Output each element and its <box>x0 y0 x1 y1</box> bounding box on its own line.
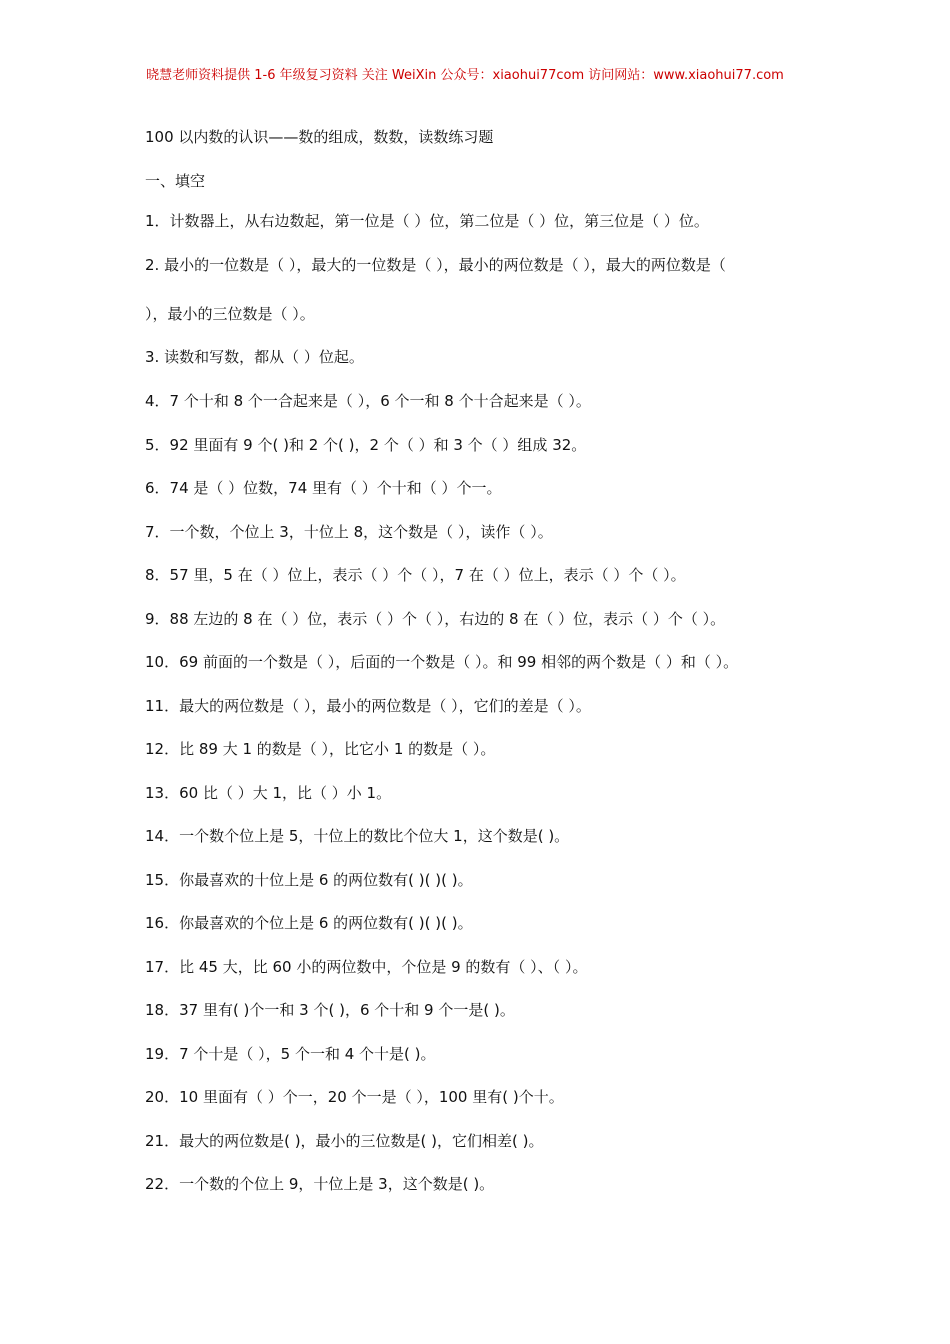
question-line: ），最小的三位数是（ ）。 <box>145 305 315 323</box>
question-line: 20．10 里面有（ ）个一，20 个一是（ ），100 里有( )个十。 <box>145 1088 564 1106</box>
question-line: 12．比 89 大 1 的数是（ ），比它小 1 的数是（ ）。 <box>145 740 496 758</box>
question-line: 14．一个数个位上是 5，十位上的数比个位大 1，这个数是( )。 <box>145 827 570 845</box>
question-line: 13．60 比（ ）大 1，比（ ）小 1。 <box>145 784 392 802</box>
question-line: 8．57 里，5 在（ ）位上，表示（ ）个（ ），7 在（ ）位上，表示（ ）个（ ）。 <box>145 566 686 584</box>
question-line: 6．74 是（ ）位数，74 里有（ ）个十和（ ）个一。 <box>145 479 502 497</box>
question-line: 21．最大的两位数是( )，最小的三位数是( )，它们相差( )。 <box>145 1132 544 1150</box>
question-line: 15．你最喜欢的十位上是 6 的两位数有( )( )( )。 <box>145 871 473 889</box>
question-line: 4．7 个十和 8 个一合起来是（ ），6 个一和 8 个十合起来是（ ）。 <box>145 392 591 410</box>
question-line: 3. 读数和写数，都从（ ）位起。 <box>145 348 364 366</box>
question-line: 22．一个数的个位上 9，十位上是 3，这个数是( )。 <box>145 1175 495 1193</box>
header-banner: 晓慧老师资料提供 1-6 年级复习资料 关注 WeiXin 公众号：xiaohui77com 访问网站：www.xiaohui77.com <box>146 68 784 83</box>
section-heading: 一、填空 <box>145 172 206 190</box>
question-line: 5．92 里面有 9 个( )和 2 个( )，2 个（ ）和 3 个（ ）组成 32。 <box>145 436 587 454</box>
question-line: 10．69 前面的一个数是（ ），后面的一个数是（ ）。和 99 相邻的两个数是（ ）和（ ）。 <box>145 653 739 671</box>
page-title: 100 以内数的认识——数的组成，数数，读数练习题 <box>145 128 494 146</box>
question-line: 9．88 左边的 8 在（ ）位，表示（ ）个（ ），右边的 8 在（ ）位，表示（ ）个（ ）。 <box>145 610 726 628</box>
question-line: 7．一个数，个位上 3，十位上 8，这个数是（ ），读作（ ）。 <box>145 523 553 541</box>
question-line: 19．7 个十是（ ），5 个一和 4 个十是( )。 <box>145 1045 436 1063</box>
question-line: 18．37 里有( )个一和 3 个( )，6 个十和 9 个一是( )。 <box>145 1001 515 1019</box>
question-line: 2. 最小的一位数是（ ），最大的一位数是（ ），最小的两位数是（ ），最大的两位数是（ <box>145 256 726 274</box>
question-line: 11．最大的两位数是（ ），最小的两位数是（ ），它们的差是（ ）。 <box>145 697 591 715</box>
question-line: 1．计数器上，从右边数起，第一位是（ ）位，第二位是（ ）位，第三位是（ ）位。 <box>145 212 709 230</box>
question-line: 16．你最喜欢的个位上是 6 的两位数有( )( )( )。 <box>145 914 473 932</box>
question-line: 17．比 45 大，比 60 小的两位数中，个位是 9 的数有（ ）、（ ）。 <box>145 958 588 976</box>
